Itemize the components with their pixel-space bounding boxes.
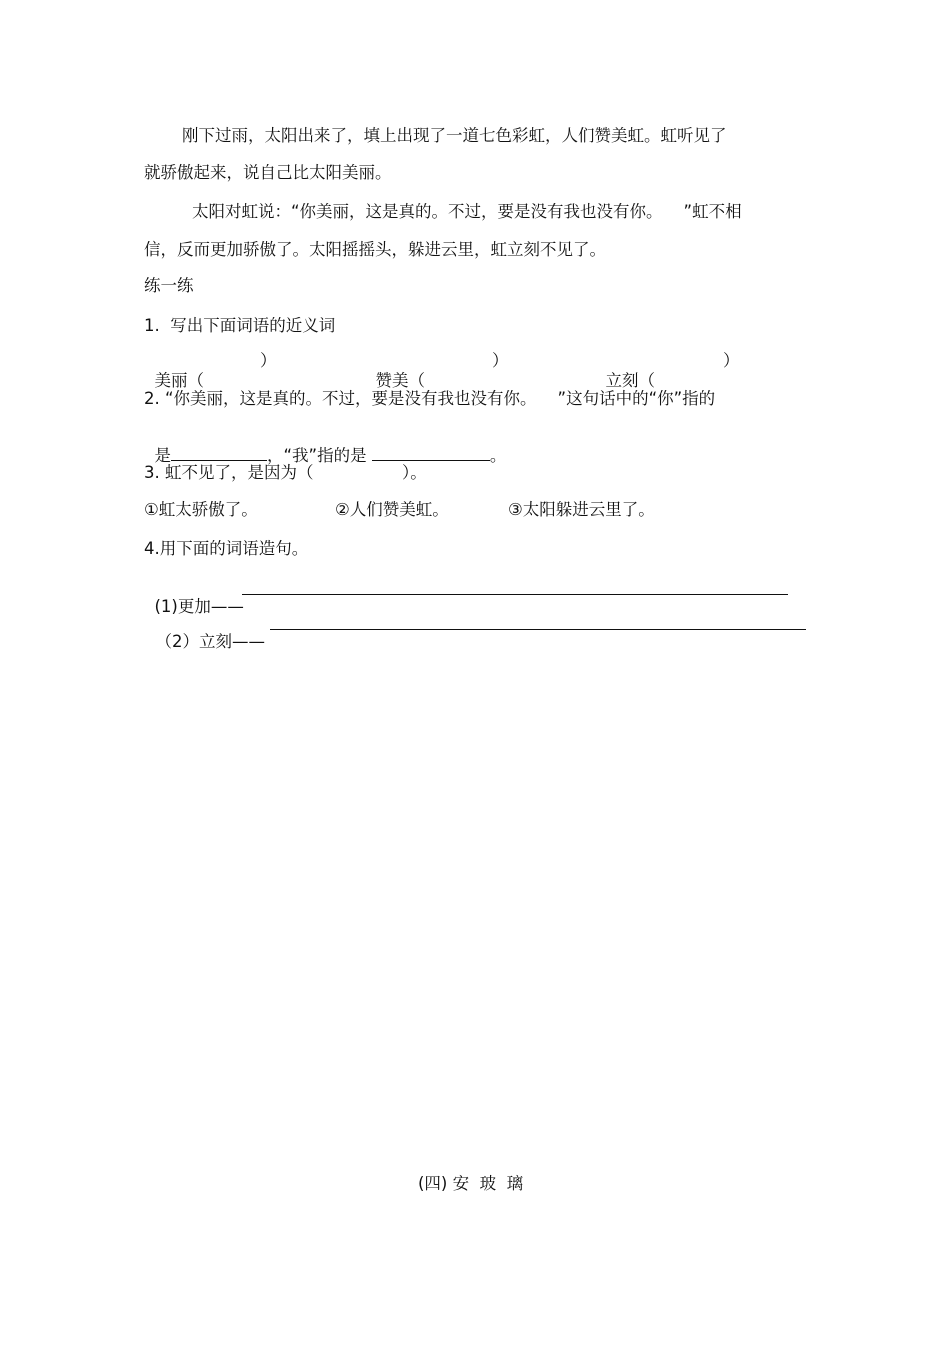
sentence-blank-1[interactable] bbox=[242, 580, 788, 595]
answer-blank-ni[interactable] bbox=[171, 446, 267, 461]
question-3-close: ）。 bbox=[402, 463, 427, 482]
sentence-item-2 bbox=[145, 612, 265, 652]
sentence-item-1-label: (1)更加—— bbox=[154, 597, 244, 616]
q2-suffix: 。 bbox=[489, 446, 507, 465]
option-1: ①虹太骄傲了。 bbox=[144, 500, 258, 519]
synonym-word: 赞美（ bbox=[375, 371, 425, 390]
synonym-word: 美丽（ bbox=[154, 371, 204, 390]
passage-p2-line1: 太阳对虹说：“你美丽，这是真的。不过，要是没有我也没有你。 ”虹不相 bbox=[192, 202, 742, 221]
answer-blank-wo[interactable] bbox=[372, 446, 490, 461]
question-1: 1. 写出下面词语的近义词 bbox=[144, 316, 336, 335]
sentence-blank-2[interactable] bbox=[270, 615, 806, 630]
synonym-close-paren: ） bbox=[260, 351, 277, 370]
question-3: 3. 虹不见了，是因为（ bbox=[144, 463, 314, 482]
synonym-close-paren: ） bbox=[492, 351, 509, 370]
sentence-item-2-label: （2）立刻—— bbox=[155, 632, 265, 651]
passage-p1-line1: 刚下过雨，太阳出来了，填上出现了一道七色彩虹，人们赞美虹。虹听见了 bbox=[182, 126, 727, 145]
question-2-line1: 2. “你美丽，这是真的。不过，要是没有我也没有你。 ”这句话中的“你”指的 bbox=[144, 389, 716, 408]
passage-p1-line2: 就骄傲起来，说自己比太阳美丽。 bbox=[144, 163, 392, 182]
synonym-word: 立刻（ bbox=[605, 371, 655, 390]
option-2: ②人们赞美虹。 bbox=[335, 500, 449, 519]
synonym-close-paren: ） bbox=[723, 351, 740, 370]
question-2-line2 bbox=[144, 426, 506, 466]
passage-p2-line2: 信，反而更加骄傲了。太阳摇摇头，躲进云里，虹立刻不见了。 bbox=[144, 240, 606, 259]
synonym-item-meili bbox=[144, 351, 204, 391]
exercise-heading: 练一练 bbox=[144, 276, 194, 295]
option-3: ③太阳躲进云里了。 bbox=[508, 500, 655, 519]
section-title: (四) 安 玻 璃 bbox=[418, 1174, 524, 1193]
synonym-item-zanmei bbox=[365, 351, 425, 391]
q2-middle: ，“我”指的是 bbox=[267, 446, 372, 465]
question-4: 4.用下面的词语造句。 bbox=[144, 539, 309, 558]
sentence-item-1 bbox=[144, 577, 244, 617]
synonym-item-like bbox=[595, 351, 655, 391]
q2-prefix: 是 bbox=[154, 446, 171, 465]
